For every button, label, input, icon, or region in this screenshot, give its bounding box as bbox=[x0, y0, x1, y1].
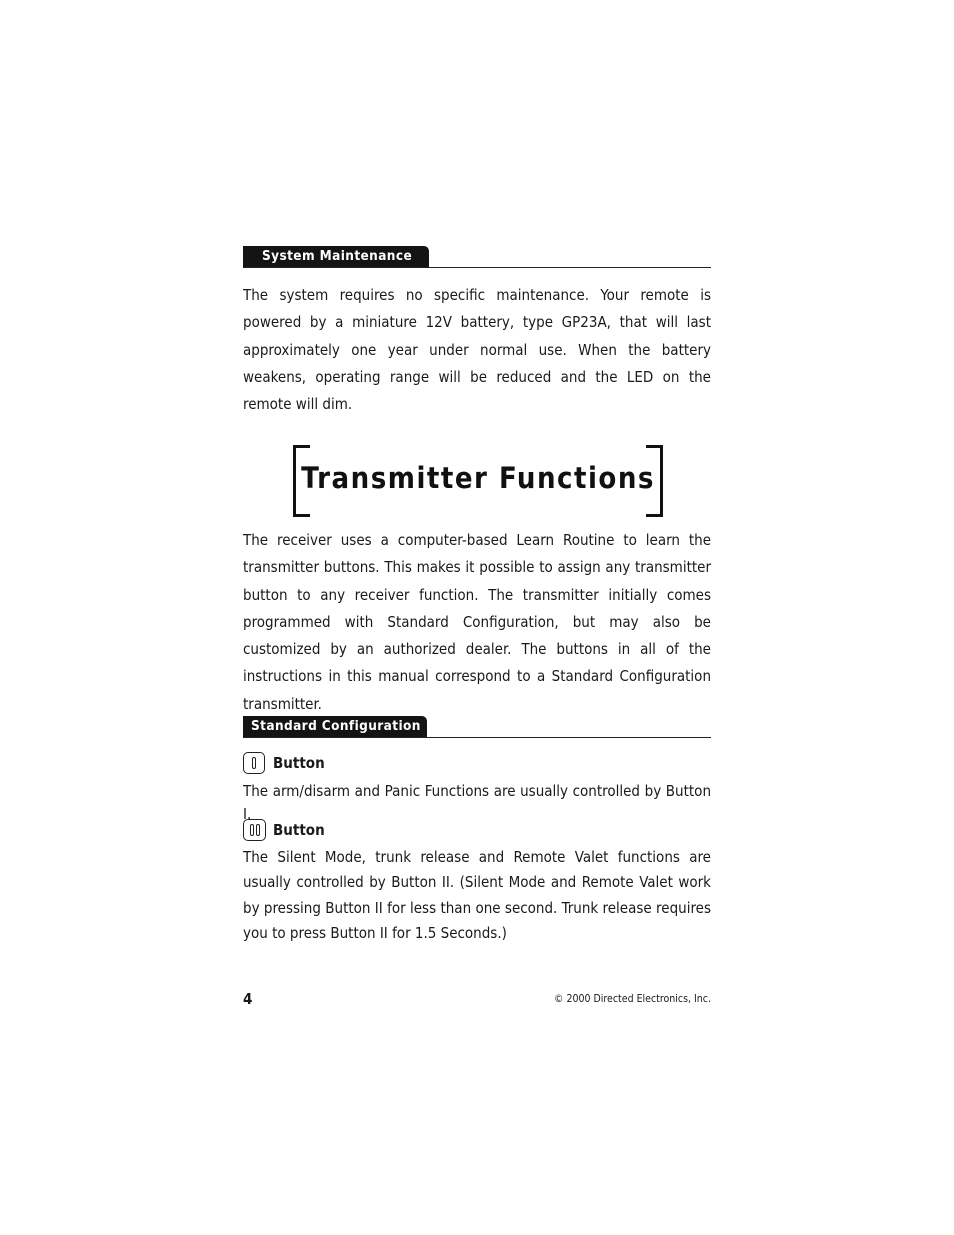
right-bracket bbox=[646, 445, 663, 517]
button-two-description: The Silent Mode, trunk release and Remote Valet functions are usually controlled by Button II. (Silent Mode and Remote Valet work by pressing Button II for less than one second. Trunk release requires you to press Button II for 1.5 Seconds.) bbox=[243, 848, 711, 942]
button-one-icon bbox=[243, 752, 265, 774]
maintenance-paragraph: The system requires no specific maintenance. Your remote is powered by a miniature 12V battery, type GP23A, that will last approximately one year under normal use. When the battery weakens, operating range will be reduced and the LED on the remote will dim. bbox=[243, 286, 711, 414]
section-heading: Standard Configuration bbox=[243, 716, 427, 737]
page-number: 4 bbox=[243, 990, 253, 1008]
button-one-label: Button bbox=[273, 754, 325, 772]
transmitter-functions-title-block bbox=[293, 445, 663, 515]
copyright-notice: © 2000 Directed Electronics, Inc. bbox=[554, 993, 711, 1005]
button-one-row bbox=[243, 752, 443, 776]
button-two-row bbox=[243, 819, 443, 843]
button-two-icon bbox=[243, 819, 266, 841]
section-heading: System Maintenance bbox=[243, 246, 429, 267]
button-two-label: Button bbox=[273, 821, 325, 839]
transmitter-paragraph: The receiver uses a computer-based Learn Routine to learn the transmitter buttons. This makes it possible to assign any transmitter button to any receiver function. The transmitter initially comes programmed with Standard Configuration, but may also be customized by an authorized dealer. The buttons in all of the instructions in this manual correspond to a Standard Configuration transmitter. bbox=[243, 531, 711, 713]
section-header-standard-configuration bbox=[243, 715, 711, 738]
page-title: Transmitter Functions bbox=[301, 461, 655, 495]
button-one-description: The arm/disarm and Panic Functions are usually controlled by Button I. bbox=[243, 782, 711, 823]
section-header-system-maintenance bbox=[243, 245, 711, 268]
